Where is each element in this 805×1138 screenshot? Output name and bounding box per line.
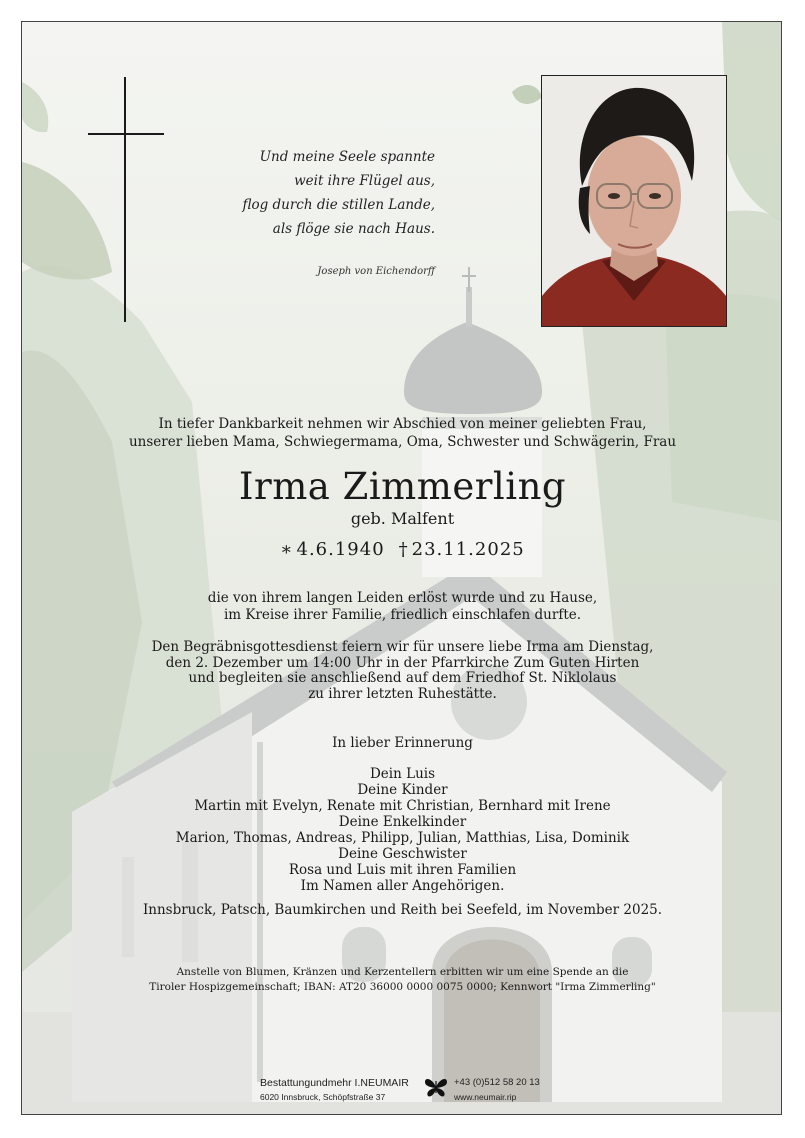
poem-line: als flöge sie nach Haus. bbox=[272, 221, 435, 237]
deceased-name: Irma Zimmerling bbox=[238, 465, 567, 508]
donation-line: Anstelle von Blumen, Kränzen und Kerzentellern erbitten wir um eine Spende an die bbox=[176, 966, 629, 978]
family-line: Deine Geschwister bbox=[338, 846, 467, 862]
family-list bbox=[62, 766, 743, 894]
cross-icon bbox=[88, 77, 164, 322]
donation-line: Tiroler Hospizgemeinschaft; IBAN: AT20 36000 0000 0075 0000; Kennwort "Irma Zimmerling" bbox=[149, 981, 656, 993]
funeral-home-name: Bestattungundmehr I.NEUMAIR bbox=[260, 1077, 409, 1089]
funeral-line: und begleiten sie anschließend auf dem Friedhof St. Niklolaus bbox=[188, 670, 617, 686]
maiden-name: geb. Malfent bbox=[350, 509, 455, 528]
obituary-card bbox=[21, 21, 782, 1115]
family-line: Rosa und Luis mit ihren Familien bbox=[288, 862, 517, 878]
memory-heading: In lieber Erinnerung bbox=[332, 735, 473, 751]
place-date: Innsbruck, Patsch, Baumkirchen und Reith bei Seefeld, im November 2025. bbox=[142, 902, 663, 918]
intro-line: unserer lieben Mama, Schwiegermama, Oma, Schwester und Schwägerin, Frau bbox=[128, 434, 677, 450]
portrait-photo bbox=[541, 75, 727, 327]
family-line: Deine Enkelkinder bbox=[338, 814, 467, 830]
birth-star-icon: ∗ bbox=[280, 539, 294, 560]
funeral-home-address: 6020 Innsbruck, Schöpfstraße 37 bbox=[260, 1092, 386, 1102]
family-line: Martin mit Evelyn, Renate mit Christian, Bernhard mit Irene bbox=[194, 798, 611, 814]
family-line: Dein Luis bbox=[369, 766, 436, 782]
birth-date: 4.6.1940 bbox=[296, 539, 385, 560]
funeral-text bbox=[62, 640, 743, 702]
butterfly-icon bbox=[423, 1075, 449, 1099]
death-date: 23.11.2025 bbox=[411, 539, 525, 560]
intro-text bbox=[62, 415, 743, 451]
funeral-line: Den Begräbnisgottesdienst feiern wir für unsere liebe Irma am Dienstag, bbox=[151, 639, 654, 655]
family-line: Deine Kinder bbox=[357, 782, 448, 798]
funeral-home-contact bbox=[454, 1076, 540, 1104]
death-cross-icon: † bbox=[398, 539, 409, 560]
phone-number: +43 (0)512 58 20 13 bbox=[454, 1077, 540, 1088]
donation-note bbox=[62, 965, 743, 995]
poem-line: Und meine Seele spannte bbox=[259, 149, 435, 165]
family-line: Marion, Thomas, Andreas, Philipp, Julian, Matthias, Lisa, Dominik bbox=[175, 830, 630, 846]
family-line: Im Namen aller Angehörigen. bbox=[300, 878, 505, 894]
passing-text bbox=[62, 590, 743, 624]
poem-line: flog durch die stillen Lande, bbox=[242, 197, 435, 213]
funeral-line: zu ihrer letzten Ruhestätte. bbox=[308, 685, 497, 702]
poem-author: Joseph von Eichendorff bbox=[317, 266, 435, 277]
passing-line: die von ihrem langen Leiden erlöst wurde und zu Hause, bbox=[207, 590, 598, 606]
poem-quote bbox=[172, 145, 435, 241]
passing-line: im Kreise ihrer Familie, friedlich einschlafen durfte. bbox=[223, 607, 582, 623]
life-dates bbox=[62, 539, 743, 561]
funeral-home-info bbox=[260, 1076, 409, 1104]
poem-line: weit ihre Flügel aus, bbox=[294, 173, 435, 189]
funeral-line: den 2. Dezember um 14:00 Uhr in der Pfarrkirche Zum Guten Hirten bbox=[165, 654, 640, 671]
intro-line: In tiefer Dankbarkeit nehmen wir Abschied von meiner geliebten Frau, bbox=[158, 416, 647, 432]
website-link[interactable]: www.neumair.rip bbox=[454, 1092, 517, 1102]
